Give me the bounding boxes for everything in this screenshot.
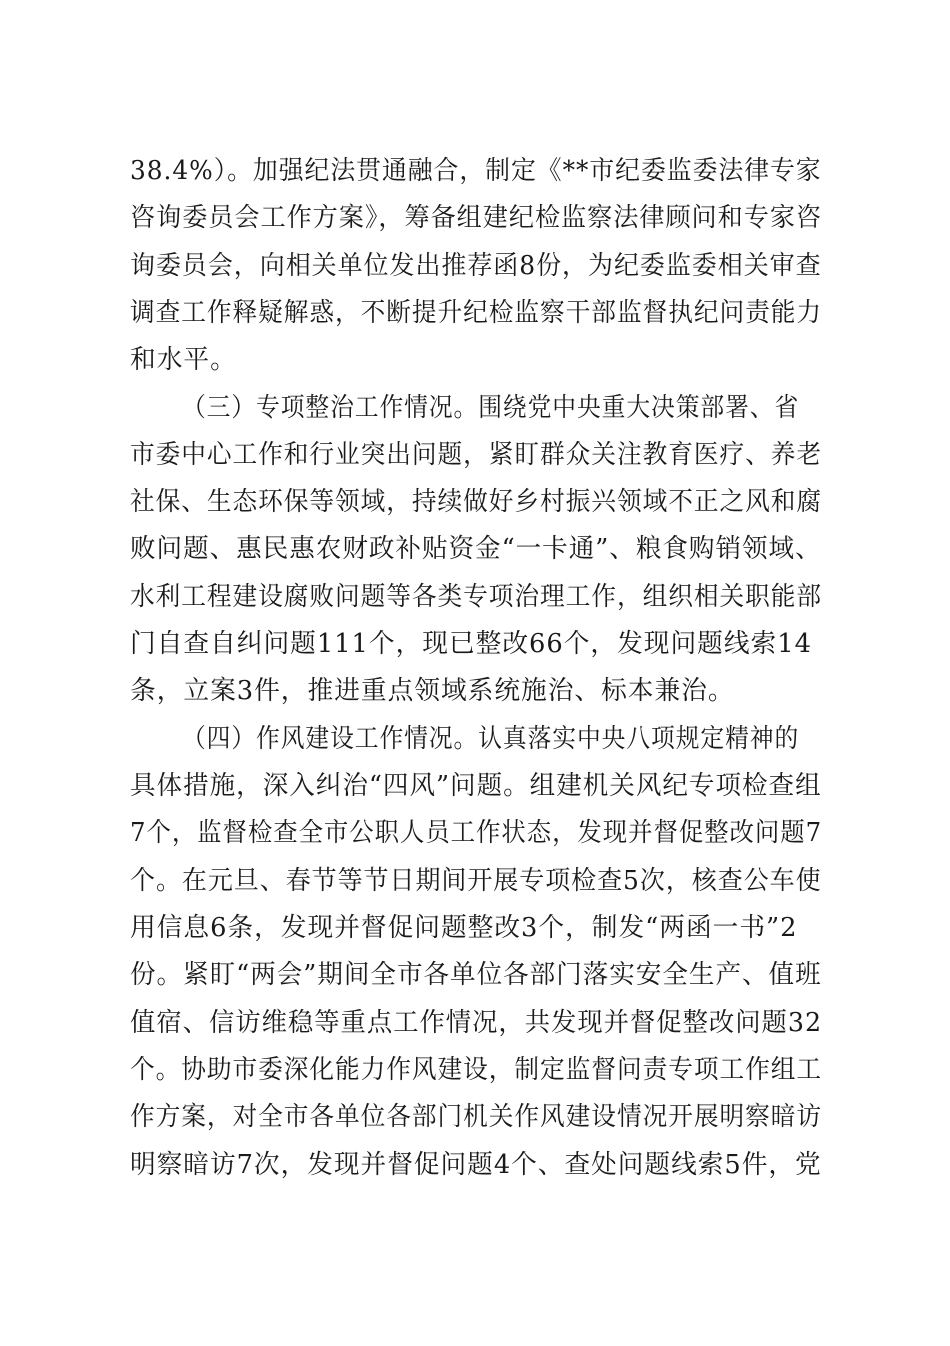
text-line: 询委员会，向相关单位发出推荐函8份，为纪委监委相关审查 bbox=[130, 251, 822, 281]
text-line: 用信息6条，发现并督促问题整改3个，制发“两函一书”2 bbox=[130, 913, 798, 943]
text-line: 个。协助市委深化能力作风建设，制定监督问责专项工作组工 bbox=[130, 1055, 822, 1085]
text-line: 社保、生态环保等领域，持续做好乡村振兴领域不正之风和腐 bbox=[130, 487, 822, 517]
text-line: 败问题、惠民惠农财政补贴资金“一卡通”、粮食购销领域、 bbox=[130, 534, 822, 564]
text-line: 市委中心工作和行业突出问题，紧盯群众关注教育医疗、养老 bbox=[130, 440, 822, 470]
text-line: 具体措施，深入纠治“四风”问题。组建机关风纪专项检查组 bbox=[130, 771, 822, 801]
text-line: 调查工作释疑解惑，不断提升纪检监察干部监督执纪问责能力 bbox=[130, 298, 822, 328]
text-line: 作方案，对全市各单位各部门机关作风建设情况开展明察暗访 bbox=[130, 1102, 822, 1132]
text-line: 7个，监督检查全市公职人员工作状态，发现并督促整改问题7 bbox=[130, 818, 823, 848]
text-line: 条，立案3件，推进重点领域系统施治、标本兼治。 bbox=[130, 676, 735, 706]
section-heading-four: （四）作风建设工作情况。认真落实中央八项规定精神的 bbox=[182, 724, 800, 754]
text-line: 个。在元旦、春节等节日期间开展专项检查5次，核查公车使 bbox=[130, 866, 822, 896]
text-line: 明察暗访7次，发现并督促问题4个、查处问题线索5件，党 bbox=[130, 1150, 822, 1180]
text-line: 门自查自纠问题111个，现已整改66个，发现问题线索14 bbox=[130, 629, 812, 659]
text-line: 值宿、信访维稳等重点工作情况，共发现并督促整改问题32 bbox=[130, 1008, 823, 1038]
section-heading-three: （三）专项整治工作情况。围绕党中央重大决策部署、省 bbox=[182, 393, 800, 423]
text-line: 份。紧盯“两会”期间全市各单位各部门落实安全生产、值班 bbox=[130, 960, 822, 990]
text-line: 咨询委员会工作方案》，筹备组建纪检监察法律顾问和专家咨 bbox=[130, 203, 823, 233]
text-line: 水利工程建设腐败问题等各类专项治理工作，组织相关职能部 bbox=[130, 582, 822, 612]
text-line: 38.4%）。加强纪法贯通融合，制定《**市纪委监委法律专家 bbox=[130, 156, 822, 186]
text-line: 和水平。 bbox=[130, 345, 237, 375]
